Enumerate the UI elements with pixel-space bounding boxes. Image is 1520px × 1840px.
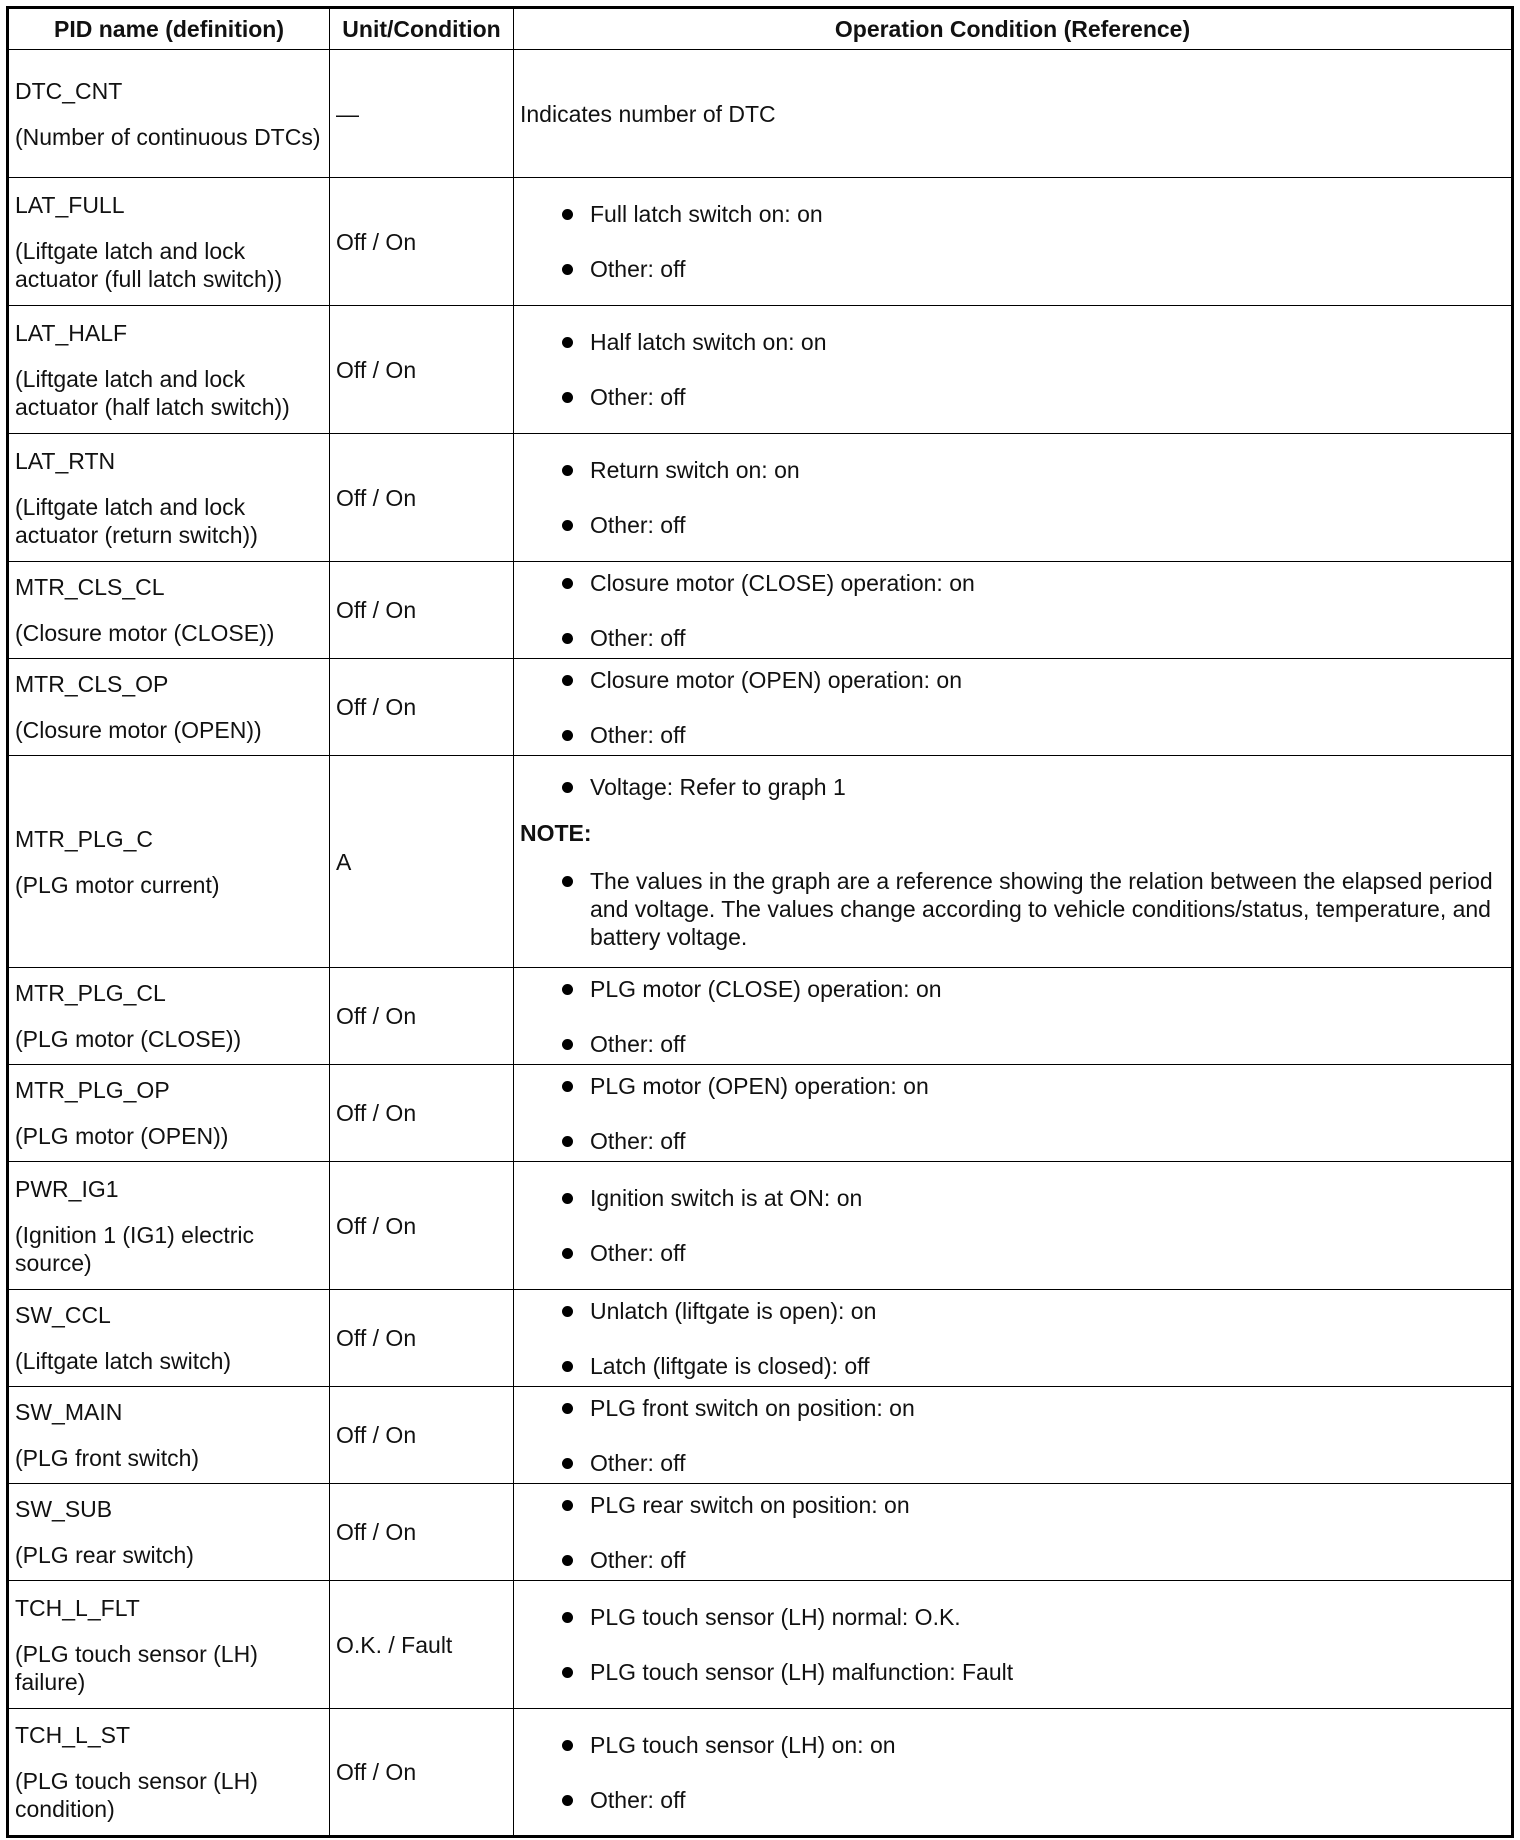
- condition-cell: [514, 1484, 1513, 1581]
- pid-cell: [8, 659, 330, 756]
- condition-item: Latch (liftgate is closed): off: [558, 1352, 1505, 1380]
- pid-cell: [8, 1290, 330, 1387]
- unit-cell: Off / On: [330, 1387, 514, 1484]
- condition-item: PLG motor (CLOSE) operation: on: [558, 975, 1505, 1003]
- condition-cell: [514, 1065, 1513, 1162]
- condition-item: Other: off: [558, 721, 1505, 749]
- condition-cell: [514, 50, 1513, 178]
- pid-name: PWR_IG1: [15, 1175, 119, 1202]
- table-row: [8, 756, 1513, 968]
- pid-name: MTR_CLS_OP: [15, 671, 169, 697]
- unit-cell: O.K. / Fault: [330, 1581, 514, 1709]
- condition-item: Other: off: [558, 1786, 1505, 1814]
- condition-item: Closure motor (OPEN) operation: on: [558, 666, 1505, 694]
- unit-cell: Off / On: [330, 434, 514, 562]
- pid-table: [6, 6, 1514, 1838]
- condition-cell: [514, 659, 1513, 756]
- condition-list: [520, 666, 1505, 749]
- table-row: [8, 562, 1513, 659]
- condition-item: PLG touch sensor (LH) malfunction: Fault: [558, 1658, 1505, 1686]
- table-row: [8, 659, 1513, 756]
- pid-definition: (Liftgate latch switch): [15, 1348, 232, 1374]
- table-row: [8, 178, 1513, 306]
- condition-cell: [514, 562, 1513, 659]
- pid-cell: [8, 562, 330, 659]
- pid-definition: (Liftgate latch and lock actuator (half latch switch)): [15, 365, 290, 420]
- condition-list: [520, 200, 1505, 283]
- pid-definition: (PLG rear switch): [15, 1542, 194, 1568]
- pid-definition: (PLG motor (OPEN)): [15, 1123, 229, 1149]
- note-list: [520, 867, 1505, 951]
- unit-cell: Off / On: [330, 659, 514, 756]
- condition-list: [520, 1297, 1505, 1380]
- pid-cell: [8, 1387, 330, 1484]
- pid-cell: [8, 1484, 330, 1581]
- pid-name: TCH_L_ST: [15, 1722, 131, 1748]
- pid-name: MTR_PLG_OP: [15, 1077, 170, 1103]
- header-unit-condition: Unit/Condition: [330, 8, 514, 50]
- condition-item: Other: off: [558, 624, 1505, 652]
- unit-cell: Off / On: [330, 968, 514, 1065]
- pid-definition: (Closure motor (CLOSE)): [15, 620, 275, 646]
- unit-cell: Off / On: [330, 562, 514, 659]
- pid-name: MTR_CLS_CL: [15, 574, 165, 600]
- pid-definition: (Closure motor (OPEN)): [15, 717, 262, 743]
- condition-item: Closure motor (CLOSE) operation: on: [558, 569, 1505, 597]
- table-row: [8, 1162, 1513, 1290]
- table-header-row: [8, 8, 1513, 50]
- pid-name: TCH_L_FLT: [15, 1594, 140, 1621]
- pid-name: LAT_HALF: [15, 319, 128, 346]
- condition-item: Other: off: [558, 1449, 1505, 1477]
- pid-name: SW_SUB: [15, 1496, 113, 1522]
- condition-list: [520, 1731, 1505, 1814]
- table-row: [8, 306, 1513, 434]
- pid-name: SW_CCL: [15, 1302, 111, 1328]
- condition-list: [520, 456, 1505, 539]
- condition-list: [520, 328, 1505, 411]
- condition-cell: [514, 968, 1513, 1065]
- pid-definition: (Liftgate latch and lock actuator (return switch)): [15, 493, 258, 548]
- pid-definition: (PLG motor (CLOSE)): [15, 1026, 242, 1052]
- condition-text: Indicates number of DTC: [520, 100, 776, 127]
- note-title: NOTE:: [520, 819, 592, 846]
- unit-cell: Off / On: [330, 1709, 514, 1837]
- pid-cell: [8, 968, 330, 1065]
- condition-list: [520, 1603, 1505, 1686]
- table-row: [8, 1387, 1513, 1484]
- unit-cell: Off / On: [330, 1290, 514, 1387]
- condition-cell: [514, 1709, 1513, 1837]
- condition-cell: [514, 1387, 1513, 1484]
- condition-item: Unlatch (liftgate is open): on: [558, 1297, 1505, 1325]
- condition-item: Ignition switch is at ON: on: [558, 1184, 1505, 1212]
- pid-definition: (Liftgate latch and lock actuator (full latch switch)): [15, 237, 283, 292]
- pid-cell: [8, 1162, 330, 1290]
- unit-cell: A: [330, 756, 514, 968]
- pid-name: MTR_PLG_CL: [15, 980, 166, 1006]
- condition-list: [520, 1394, 1505, 1477]
- pid-name: LAT_RTN: [15, 447, 116, 474]
- condition-item: Other: off: [558, 1546, 1505, 1574]
- unit-cell: Off / On: [330, 178, 514, 306]
- table-row: [8, 1581, 1513, 1709]
- condition-list: [520, 1184, 1505, 1267]
- pid-cell: [8, 434, 330, 562]
- condition-cell: [514, 306, 1513, 434]
- table-row: [8, 1484, 1513, 1581]
- condition-item: Full latch switch on: on: [558, 200, 1505, 228]
- condition-cell: [514, 434, 1513, 562]
- table-row: [8, 968, 1513, 1065]
- pid-definition: (PLG touch sensor (LH) condition): [15, 1768, 258, 1822]
- pid-cell: [8, 178, 330, 306]
- condition-item: Voltage: Refer to graph 1: [558, 773, 1505, 801]
- condition-cell: [514, 756, 1513, 968]
- pid-name: MTR_PLG_C: [15, 825, 154, 852]
- condition-item: Other: off: [558, 511, 1505, 539]
- condition-item: Other: off: [558, 255, 1505, 283]
- pid-definition: (PLG motor current): [15, 871, 220, 898]
- pid-definition: (Number of continuous DTCs): [15, 123, 321, 150]
- condition-item: Other: off: [558, 1127, 1505, 1155]
- condition-list: [520, 773, 1505, 801]
- condition-cell: [514, 1290, 1513, 1387]
- note-item: The values in the graph are a reference showing the relation between the elapsed period and voltage. The values change according to vehicle conditions/status, temperature, and battery voltage.: [558, 867, 1505, 951]
- pid-cell: [8, 1065, 330, 1162]
- pid-cell: [8, 306, 330, 434]
- pid-definition: (PLG front switch): [15, 1445, 200, 1471]
- pid-cell: [8, 1581, 330, 1709]
- condition-item: PLG touch sensor (LH) on: on: [558, 1731, 1505, 1759]
- pid-name: DTC_CNT: [15, 77, 123, 104]
- condition-list: [520, 569, 1505, 652]
- pid-cell: [8, 1709, 330, 1837]
- condition-item: PLG touch sensor (LH) normal: O.K.: [558, 1603, 1505, 1631]
- unit-cell: Off / On: [330, 1065, 514, 1162]
- unit-cell: Off / On: [330, 306, 514, 434]
- table-row: [8, 434, 1513, 562]
- header-operation-condition: Operation Condition (Reference): [514, 8, 1513, 50]
- pid-definition: (Ignition 1 (IG1) electric source): [15, 1221, 255, 1276]
- condition-list: [520, 975, 1505, 1058]
- condition-item: Other: off: [558, 383, 1505, 411]
- condition-cell: [514, 1162, 1513, 1290]
- unit-cell: Off / On: [330, 1484, 514, 1581]
- condition-list: [520, 1072, 1505, 1155]
- condition-item: Half latch switch on: on: [558, 328, 1505, 356]
- condition-item: Return switch on: on: [558, 456, 1505, 484]
- header-pid-name: PID name (definition): [8, 8, 330, 50]
- table-row: [8, 1709, 1513, 1837]
- condition-list: [520, 1491, 1505, 1574]
- pid-cell: [8, 50, 330, 178]
- unit-cell: —: [330, 50, 514, 178]
- condition-cell: [514, 1581, 1513, 1709]
- pid-name: LAT_FULL: [15, 191, 125, 218]
- condition-cell: [514, 178, 1513, 306]
- condition-item: PLG rear switch on position: on: [558, 1491, 1505, 1519]
- condition-item: Other: off: [558, 1239, 1505, 1267]
- condition-item: PLG front switch on position: on: [558, 1394, 1505, 1422]
- table-row: [8, 1290, 1513, 1387]
- unit-cell: Off / On: [330, 1162, 514, 1290]
- condition-item: Other: off: [558, 1030, 1505, 1058]
- pid-name: SW_MAIN: [15, 1399, 123, 1425]
- table-row: [8, 1065, 1513, 1162]
- pid-definition: (PLG touch sensor (LH) failure): [15, 1640, 258, 1695]
- pid-cell: [8, 756, 330, 968]
- condition-item: PLG motor (OPEN) operation: on: [558, 1072, 1505, 1100]
- table-row: [8, 50, 1513, 178]
